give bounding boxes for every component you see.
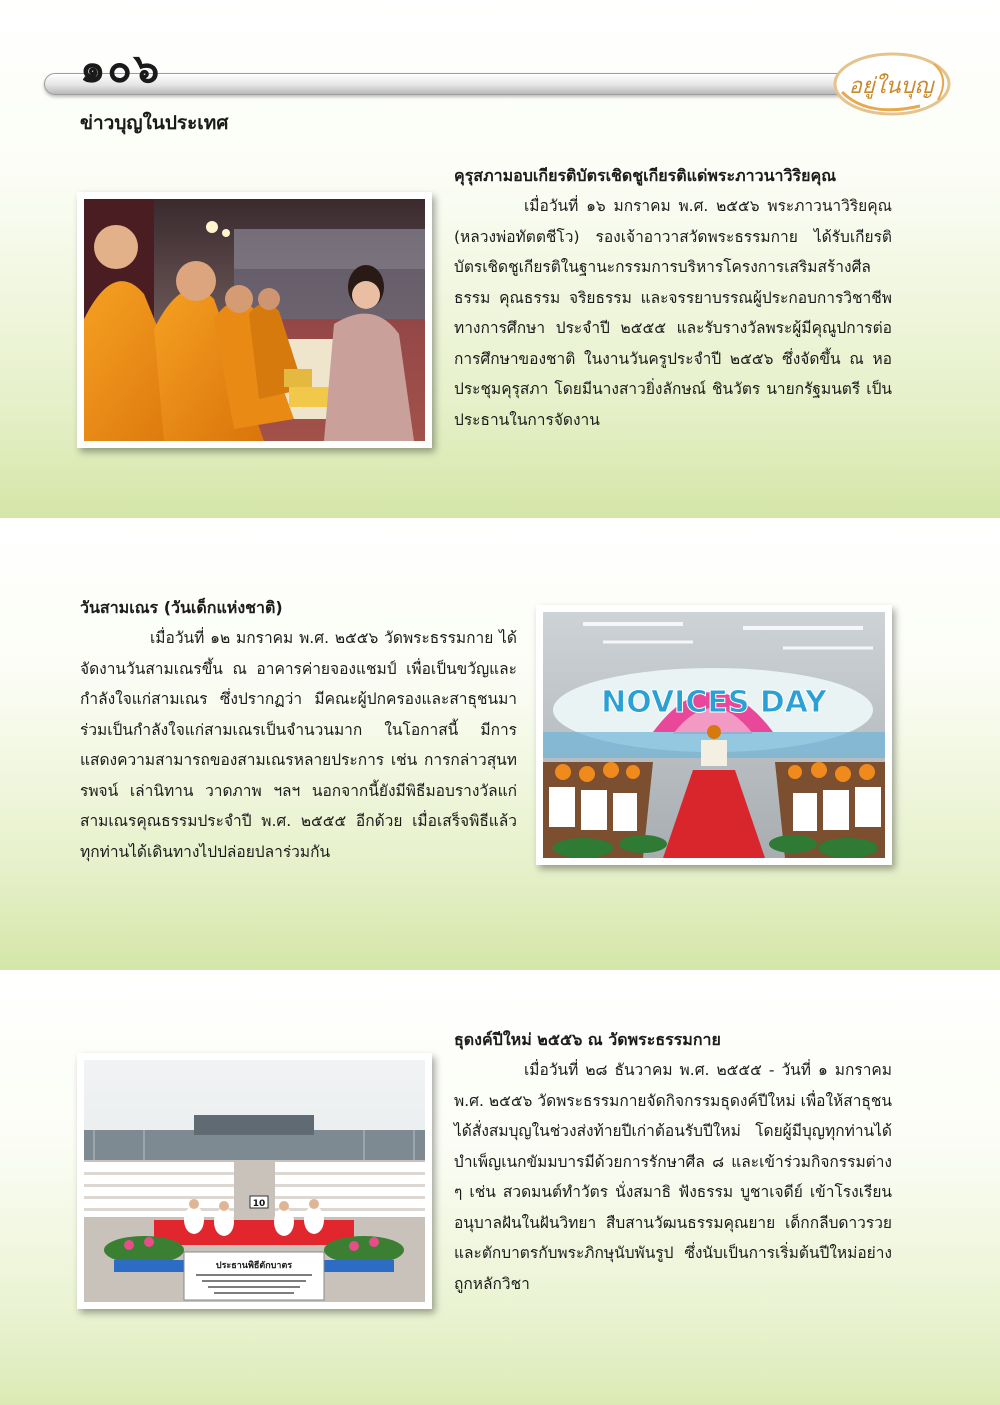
article-2-photo [536, 605, 892, 865]
novices-day-photo-icon [543, 612, 885, 858]
page-number: ๑๐๖ [80, 46, 162, 92]
ceremony-photo-icon [84, 199, 425, 441]
article-2-title: วันสามเณร (วันเด็กแห่งชาติ) [80, 598, 283, 617]
article-3-photo [77, 1053, 432, 1309]
article-3-title: ธุดงค์ปีใหม่ ๒๕๕๖ ณ วัดพระธรรมกาย [454, 1030, 721, 1049]
header-rule [44, 73, 944, 95]
article-1-body: เมื่อวันที่ ๑๖ มกราคม พ.ศ. ๒๕๕๖ พระภาวนาวิริยคุณ (หลวงพ่อทัตตชีโว) รองเจ้าอาวาสวัดพระธรรมกาย ได้รับเกียรติบัตรเชิดชูเกียรติในฐานะกรรมการบริหารโครงการเสริมสร้างศีลธรรม คุณธรรม จริยธรรม และจรรยาบรรณผู้ประกอบการวิชาชีพทางการศึกษา ประจำปี ๒๕๕๕ และรับรางวัลพระผู้มีคุณูปการต่อการศึกษาของชาติ ในงานวันครูประจำปี ๒๕๕๖ ซึ่งจัดขึ้น ณ หอประชุมคุรุสภา โดยมีนางสาวยิ่งลักษณ์ ชินวัตร นายกรัฐมนตรี เป็นประธานในการจัดงาน [454, 197, 892, 429]
sitting-number: 10 [252, 1199, 266, 1209]
dhutanga-photo-icon [84, 1060, 425, 1302]
article-1-title: คุรุสภามอบเกียรติบัตรเชิดชูเกียรติแด่พระภาวนาวิริยคุณ [454, 166, 837, 185]
article-2-body: เมื่อวันที่ ๑๒ มกราคม พ.ศ. ๒๕๕๖ วัดพระธรรมกาย ได้จัดงานวันสามเณรขึ้น ณ อาคารค่ายจองแชมป์ เพื่อเป็นขวัญและกำลังใจแก่สามเณร ซึ่งปรากฏว่า มีคณะผู้ปกครองและสาธุชนมาร่วมเป็นกำลังใจแก่สามเณรเป็นจำนวนมาก ในโอกาสนี้ มีการแสดงความสามารถของสามเณรหลายประการ เช่น การกล่าวสุนทรพจน์ เล่านิทาน วาดภาพ ฯลฯ นอกจากนี้ยังมีพิธีมอบรางวัลแก่สามเณรคุณธรรมประจำปี พ.ศ. ๒๕๕๕ อีกด้วย เมื่อเสร็จพิธีแล้วทุกท่านได้เดินทางไปปล่อยปลาร่วมกัน [80, 629, 517, 861]
article-1 [454, 161, 892, 435]
article-2 [80, 593, 517, 867]
section-title: ข่าวบุญในประเทศ [80, 112, 229, 134]
novices-day-banner: NOVICES DAY [601, 685, 827, 720]
magazine-logo [828, 48, 952, 120]
logo-text: อยู่ในบุญ [848, 74, 934, 99]
article-3-body: เมื่อวันที่ ๒๘ ธันวาคม พ.ศ. ๒๕๕๕ - วันที่ ๑ มกราคม พ.ศ. ๒๕๕๖ วัดพระธรรมกายจัดกิจกรรมธุดงค์ปีใหม่ เพื่อให้สาธุชนได้สั่งสมบุญในช่วงส่งท้ายปีเก่าต้อนรับปีใหม่ โดยผู้มีบุญทุกท่านได้บำเพ็ญเนกขัมมบารมีด้วยการรักษาศีล ๘ และเข้าร่วมกิจกรรมต่าง ๆ เช่น สวดมนต์ทำวัตร นั่งสมาธิ ฟังธรรม บูชาเจดีย์ เข้าโรงเรียนอนุบาลฝันในฝันวิทยา สืบสานวัฒนธรรมคุณยาย เด็กกลีบดาวรวย และตักบาตรกับพระภิกษุนับพันรูป ซึ่งนับเป็นการเริ่มต้นปีใหม่อย่างถูกหลักวิชา [454, 1061, 892, 1293]
article-3 [454, 1025, 892, 1299]
article-1-photo [77, 192, 432, 448]
ceremony-sign-title: ประธานพิธีตักบาตร [215, 1261, 293, 1271]
